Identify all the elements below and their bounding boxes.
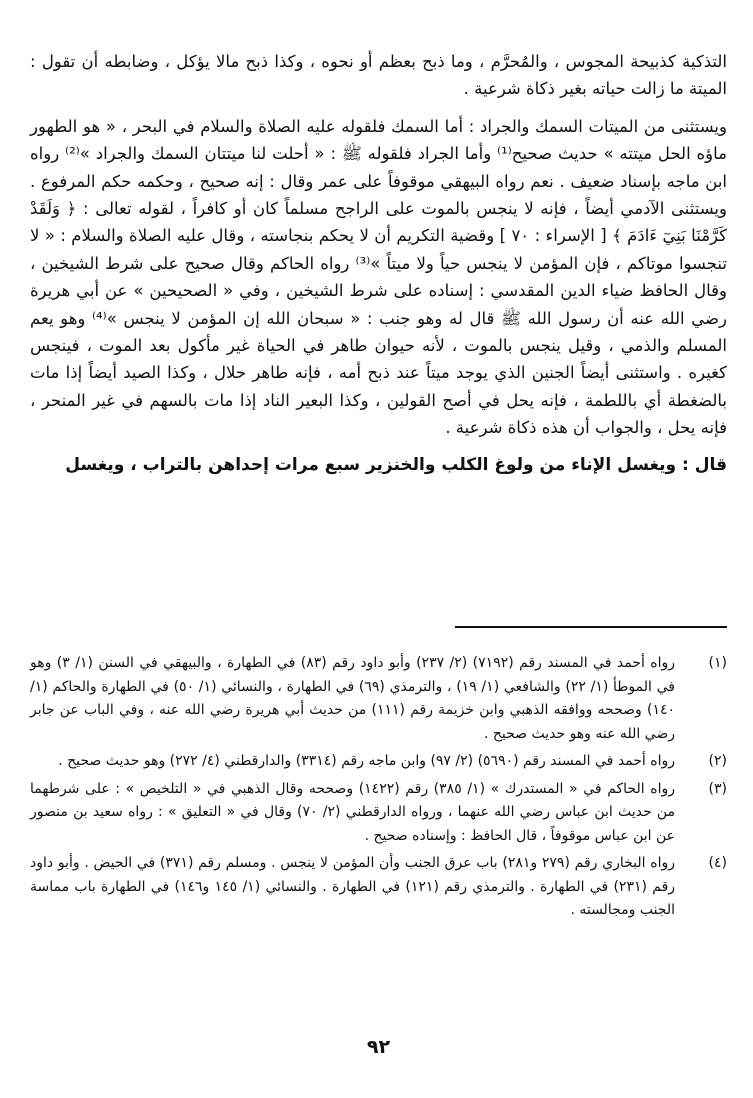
footnote-separator (455, 626, 727, 628)
footnote-text: رواه أحمد في المسند رقم (٥٦٩٠) (٢/ ٩٧) وابن ماجه رقم (٣٣١٤) والدارقطني (٤/ ٢٧٢) وهو حديث صحيح . (58, 753, 675, 769)
footnote-text: رواه أحمد في المسند رقم (٧١٩٢) (٢/ ٢٣٧) وأبو داود رقم (٨٣) في الطهارة ، والبيهقي في السنن (١/ ٣) وهو في الموطأ (١/ ٢٢) والشافعي (١/ ١٩) ، والترمذي (٦٩) في الطهارة ، والنسائي (١/ ٥٠) في الطهارة والحاكم (١/ ١٤٠) وصححه ووافقه الذهبي وابن خزيمة رقم (١١١) من حديث أبي هريرة رضي الله عنه ، وفي الباب عن جابر رضي الله عنه وهو حديث صحيح . (30, 655, 676, 742)
footnote-2 (30, 750, 727, 774)
footnotes (30, 652, 727, 927)
footnote-3 (30, 778, 727, 849)
footnote-text: رواه البخاري رقم (٢٧٩ و٢٨١) باب عرق الجنب وأن المؤمن لا ينجس . ومسلم رقم (٣٧١) في الحيض . وأبو داود رقم (٢٣١) في الطهارة . والترمذي رقم (١٢١) في الطهارة . والنسائي (١/ ١٤٥ و١٤٦) في الطهارة باب مماسة الجنب ومجالسته . (30, 855, 676, 918)
footnote-4 (30, 852, 727, 923)
footnote-number: (١) (708, 655, 727, 671)
paragraph-2: ويستثنى من الميتات السمك والجراد : أما السمك فلقوله عليه الصلاة والسلام في البحر ، « هو الطهور ماؤه الحل ميتته » حديث صحيح⁽¹⁾ وأما الجراد فلقوله ﷺ : « أحلت لنا ميتتان السمك والجراد »⁽²⁾ رواه ابن ماجه بإسناد ضعيف . نعم رواه البيهقي موقوفاً على عمر وقال : إنه صحيح ، وحكمه حكم المرفوع . ويستثنى الآدمي أيضاً ، فإنه لا ينجس بالموت على الراجح مسلماً كان أو كافراً ، لقوله تعالى : ﴿ وَلَقَدْ كَرَّمْنَا بَنِيٓ ءَادَمَ ﴾ [ الإسراء : ٧٠ ] وقضية التكريم أن لا يحكم بنجاسته ، وقال عليه الصلاة والسلام : « لا تنجسوا موتاكم ، فإن المؤمن لا ينجس حياً ولا ميتاً »⁽³⁾ رواه الحاكم وقال صحيح على شرط الشيخين ، وقال الحافظ ضياء الدين المقدسي : إسناده على شرط الشيخين ، وفي « الصحيحين » عن أبي هريرة رضي الله عنه أن رسول الله ﷺ قال له وهو جنب : « سبحان الله إن المؤمن لا ينجس »⁽⁴⁾ وهو يعم المسلم والذمي ، وقيل ينجس بالموت ، لأنه حيوان طاهر في الحياة غير مأكول بعد الموت ، فينجس كغيره . واستثنى أيضاً الجنين الذي يوجد ميتاً عند ذبح أمه ، فإنه طاهر حلال ، وكذا الصيد أيضاً إذا مات بالضغطة أي باللطمة ، فإنه يحل في أصح القولين ، وكذا البعير الناد إذا مات بالسهم في غير المنحر ، فإنه يحل ، والجواب أن هذه ذكاة شرعية . (30, 116, 727, 438)
footnote-1 (30, 652, 727, 746)
footnote-number: (٣) (708, 780, 727, 797)
paragraph-3-label: قال : (682, 454, 727, 475)
page-number: ٩٢ (366, 1036, 391, 1058)
footnote-number: (٤) (708, 855, 727, 871)
main-text (30, 48, 727, 479)
paragraph-3-text: ويغسل الإناء من ولوغ الكلب والخنزير سبع مرات إحداهن بالتراب ، ويغسل (65, 454, 677, 475)
footnote-number: (٢) (708, 753, 727, 769)
paragraph-1: التذكية كذبيحة المجوس ، والمُحرَّم ، وما ذبح بعظم أو نحوه ، وكذا ذبح مالا يؤكل ، وضابطه أن تقول : الميتة ما زالت حياته بغير ذكاة شرعية . (30, 52, 727, 99)
paragraph-3 (30, 452, 727, 479)
book-page (30, 0, 727, 1098)
footnote-text: رواه الحاكم في « المستدرك » (١/ ٣٨٥) رقم (١٤٢٢) وصححه وقال الذهبي في « التلخيص » : على شرطهما من حديث ابن عباس رضي الله عنهما ، ورواه الدارقطني (٢/ ٧٠) وقال في « التعليق » : رواه سعيد بن منصور عن ابن عباس موقوفاً ، قال الحافظ : وإسناده صحيح . (30, 780, 675, 844)
